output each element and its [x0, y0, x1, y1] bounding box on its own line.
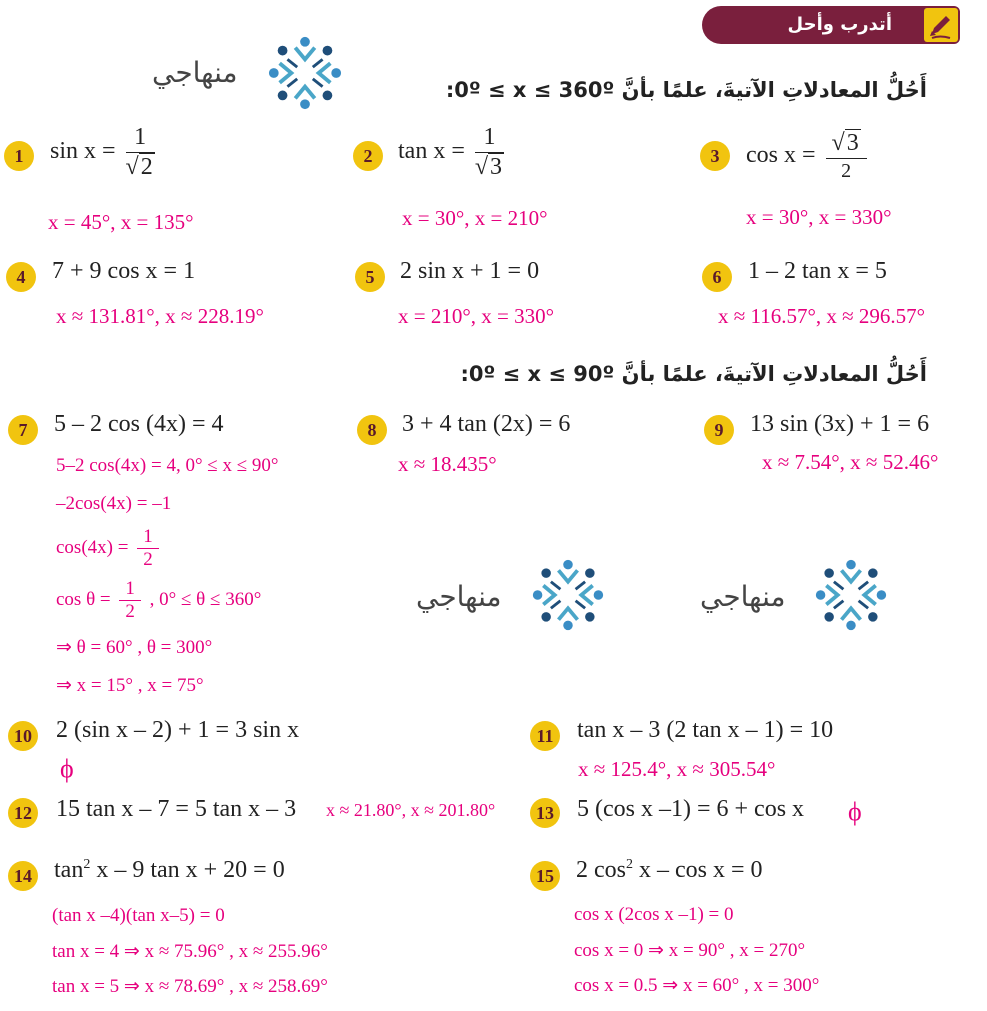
problem-4-equation: 7 + 9 cos x = 1: [52, 258, 196, 284]
problem-7-step-3-numerator: 1: [137, 526, 159, 549]
problem-3-denominator: 2: [841, 159, 852, 182]
problem-15-step-1: cos x (2cos x –1) = 0: [574, 904, 734, 925]
problem-3-equation: cos x = $\frac{√3}{2}$: [746, 130, 871, 183]
problem-7-step-4-rest: , 0° ≤ θ ≤ 360°: [149, 589, 262, 611]
instruction-second: أَحُلُّ المعادلاتِ الآتيةَ، علمًا بأنَّ 0º ≤ x ≤ 90º:: [460, 362, 927, 386]
problem-2-lhs: tan x =: [398, 138, 465, 165]
problem-15-eq-b: x – cos x = 0: [633, 857, 763, 883]
problem-9-answer: x ≈ 7.54°, x ≈ 52.46°: [762, 450, 939, 474]
problem-14-eq-a: tan: [54, 857, 84, 883]
problem-7-step-4: [56, 578, 261, 624]
problem-number-14: 14: [8, 861, 38, 891]
problem-15-eq-a: 2 cos: [576, 857, 626, 883]
problem-5-equation: 2 sin x + 1 = 0: [400, 258, 540, 284]
problem-7-step-4-denominator: 2: [125, 600, 135, 622]
problem-number-4: 4: [6, 262, 36, 292]
watermark-logo-icon: [266, 34, 344, 112]
watermark-logo-icon: [530, 557, 606, 633]
problem-14-eq-b: x – 9 tan x + 20 = 0: [90, 857, 285, 883]
problem-6-equation: 1 – 2 tan x = 5: [748, 258, 887, 284]
problem-number-5: 5: [355, 262, 385, 292]
watermark-text: منهاجي: [152, 56, 238, 89]
problem-7-step-5: ⇒ θ = 60° , θ = 300°: [56, 637, 213, 658]
problem-number-1: 1: [4, 141, 34, 171]
watermark-text: منهاجي: [416, 580, 502, 613]
problem-8-equation: 3 + 4 tan (2x) = 6: [402, 411, 571, 437]
problem-1-equation: sin x = $\frac{1}{√2}$: [50, 124, 153, 180]
problem-14-step-3: tan x = 5 ⇒ x ≈ 78.69° , x ≈ 258.69°: [52, 976, 328, 997]
problem-15-step-2: cos x = 0 ⇒ x = 90° , x = 270°: [574, 940, 806, 961]
problem-10-answer: ϕ: [60, 754, 74, 783]
problem-1-answer: x = 45°, x = 135°: [48, 210, 194, 234]
problem-2-answer: x = 30°, x = 210°: [402, 206, 548, 230]
problem-1-numerator: 1: [126, 124, 155, 153]
problem-1-denominator: 2: [140, 153, 153, 180]
problem-2-denominator: 3: [490, 153, 503, 180]
problem-number-10: 10: [8, 721, 38, 751]
problem-10-equation: 2 (sin x – 2) + 1 = 3 sin x: [56, 717, 300, 743]
problem-3-answer: x = 30°, x = 330°: [746, 205, 892, 229]
problem-15-step-3: cos x = 0.5 ⇒ x = 60° , x = 300°: [574, 975, 820, 996]
problem-9-equation: 13 sin (3x) + 1 = 6: [750, 411, 930, 437]
problem-number-3: 3: [700, 141, 730, 171]
problem-12-equation: 15 tan x – 7 = 5 tan x – 3: [56, 796, 297, 822]
problem-7-equation: 5 – 2 cos (4x) = 4: [54, 411, 224, 437]
problem-7-step-3-lhs: cos(4x) =: [56, 537, 129, 559]
problem-14-step-2: tan x = 4 ⇒ x ≈ 75.96° , x ≈ 255.96°: [52, 941, 328, 962]
problem-3-numerator: 3: [846, 130, 859, 156]
problem-11-answer: x ≈ 125.4°, x ≈ 305.54°: [578, 757, 776, 781]
problem-number-6: 6: [702, 262, 732, 292]
problem-13-equation: 5 (cos x –1) = 6 + cos x: [577, 796, 805, 822]
problem-15-exponent: 2: [626, 857, 633, 872]
problem-6-answer: x ≈ 116.57°, x ≈ 296.57°: [718, 304, 926, 328]
problem-11-equation: tan x – 3 (2 tan x – 1) = 10: [577, 717, 834, 743]
problem-number-8: 8: [357, 415, 387, 445]
problem-3-lhs: cos x =: [746, 141, 816, 168]
problem-15-equation: [576, 857, 763, 884]
problem-14-step-1: (tan x –4)(tan x–5) = 0: [52, 905, 225, 926]
problem-8-answer: x ≈ 18.435°: [398, 452, 497, 476]
instruction-first: أَحُلُّ المعادلاتِ الآتيةَ، علمًا بأنَّ 0º ≤ x ≤ 360º:: [445, 78, 927, 102]
problem-2-equation: tan x = $\frac{1}{√3}$: [398, 124, 503, 180]
problem-7-step-6: ⇒ x = 15° , x = 75°: [56, 675, 204, 696]
problem-number-15: 15: [530, 861, 560, 891]
problem-14-equation: [54, 857, 285, 884]
problem-7-step-4-numerator: 1: [119, 578, 141, 601]
problem-4-answer: x ≈ 131.81°, x ≈ 228.19°: [56, 304, 264, 328]
pencil-icon: [924, 8, 958, 42]
problem-7-step-3-denominator: 2: [143, 548, 153, 570]
problem-7-step-3: [56, 526, 163, 572]
watermark-text: منهاجي: [700, 580, 786, 613]
watermark-logo-icon: [813, 557, 889, 633]
problem-7-step-4-lhs: cos θ =: [56, 589, 111, 611]
problem-5-answer: x = 210°, x = 330°: [398, 304, 554, 328]
problem-number-7: 7: [8, 415, 38, 445]
problem-14-exponent: 2: [83, 857, 91, 872]
problem-7-step-2: –2cos(4x) = –1: [56, 493, 172, 514]
problem-2-numerator: 1: [475, 124, 504, 153]
problem-number-13: 13: [530, 798, 560, 828]
problem-1-lhs: sin x =: [50, 138, 116, 165]
problem-13-answer: ϕ: [848, 797, 862, 826]
problem-number-9: 9: [704, 415, 734, 445]
problem-number-12: 12: [8, 798, 38, 828]
problem-12-answer: x ≈ 21.80°, x ≈ 201.80°: [326, 800, 496, 820]
section-banner-title: أتدرب وأحل المسائل: [787, 14, 892, 69]
problem-number-2: 2: [353, 141, 383, 171]
problem-number-11: 11: [530, 721, 560, 751]
problem-7-step-1: 5–2 cos(4x) = 4, 0° ≤ x ≤ 90°: [56, 455, 279, 476]
